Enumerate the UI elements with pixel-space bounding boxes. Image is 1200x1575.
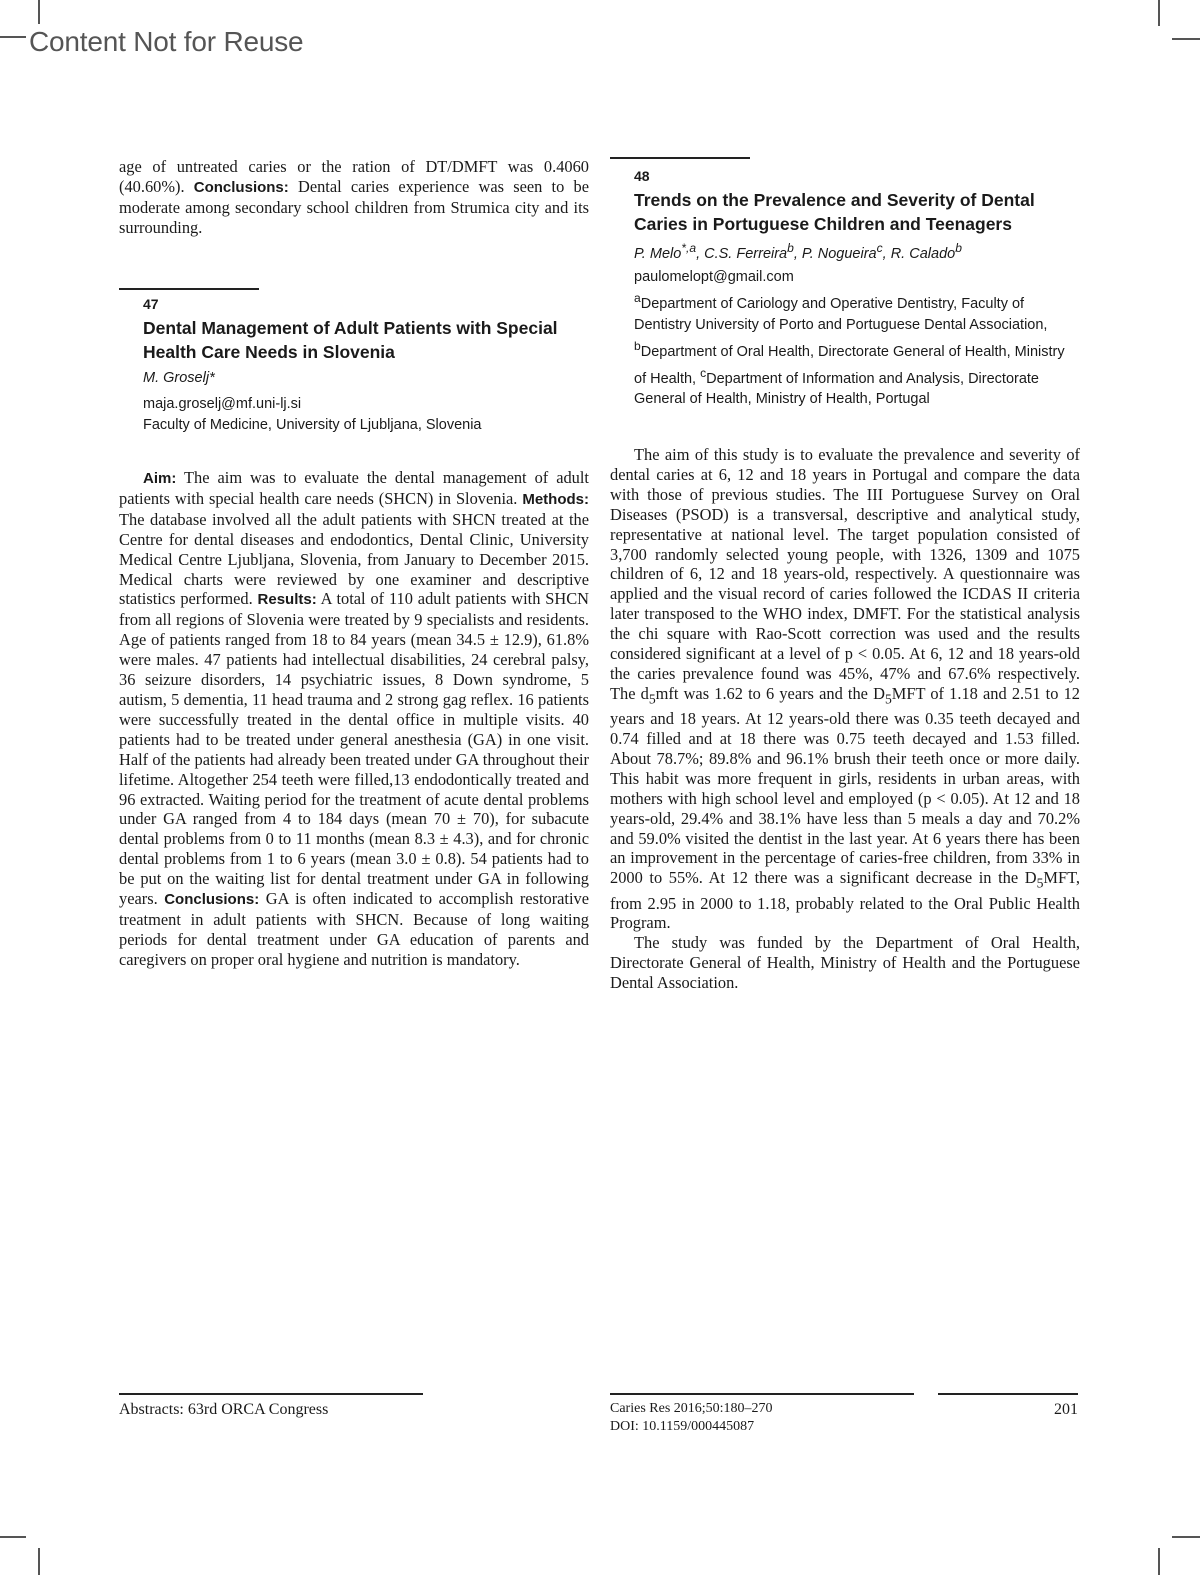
abstract-47-number: 47 [143, 296, 159, 312]
abstract-48-rule [610, 157, 750, 159]
crop-mark [1158, 1548, 1160, 1575]
watermark: Content Not for Reuse [29, 26, 304, 57]
conclusions-label: Conclusions: [164, 891, 260, 909]
abstract-47-body: Aim: The aim was to evaluate the dental management of adult patients with special health care needs (SHCN) in Slovenia. Methods: The database involved all the adult patients with SHCN treated at the Centre for dental diseases and endodontics, Dental Clinic, University Medical Centre Ljubljana, Slovenia, from January to December 2015. Medical charts were reviewed by one examiner and descriptive statistics performed. Results: A total of 110 adult patients with SHCN from all regions of Slovenia were treated by 9 specialists and residents. Age of patients ranged from 18 to 84 years (mean 34.5 ± 12.9), 61.8% were males. 47 patients had intellectual disabilities, 24 cerebral palsy, 36 seizure disorders, 14 psychiatric issues, 8 Down syndrome, 5 autism, 5 dementia, 11 head trauma and 2 strong gag reflex. 16 patients were successfully treated in the dental office in multiple visits. 40 patients had to be treated under general anesthesia (GA) in one visit. Half of the patients had already been treated under GA throughout their lifetime. Altogether 254 teeth were filled,13 endodontically treated and 96 extracted. Waiting period for the treatment of acute dental problems under GA ranged from 4 to 184 days (mean 70 ± 70), for subacute dental problems from 0 to 11 months (mean 8.3 ± 4.3), and for chronic dental problems from 1 to 6 years (mean 3.0 ± 0.8). 54 patients had to be put on the waiting list for dental treatment under GA in following years. Conclusions: GA is often indicated to accomplish restorative treatment in adult patients with SHCN. Because of long waiting periods for dental treatment under GA education of parents and caregivers on proper oral hygiene and nutrition is mandatory. [119, 468, 589, 969]
methods-label: Methods: [522, 490, 589, 508]
left-column [119, 157, 589, 238]
footer-rule-right [938, 1393, 1078, 1395]
crop-mark [1172, 38, 1200, 40]
aim-label: Aim: [143, 470, 177, 487]
results-label: Results: [257, 591, 317, 609]
abstract-48-email: paulomelopt@gmail.com [634, 269, 794, 285]
abstract-47-rule [119, 288, 259, 290]
conclusions-label: Conclusions: [193, 178, 289, 196]
crop-mark [1172, 1536, 1200, 1538]
abstract-47-affiliation: Faculty of Medicine, University of Ljubljana, Slovenia [143, 417, 482, 433]
abstract-48-paragraph-1: The aim of this study is to evaluate the prevalence and severity of dental caries at 6, 12 and 18 years in Portugal and compare the data with those of previous studies. The III Portuguese Survey on Oral Diseases (PSOD) is a transversal, descriptive and analytical study, representative at national level. The target population consisted of 3,700 randomly selected young people, with 1326, 1309 and 1075 children of 6, 12 and 18 years-old, respectively. A questionnaire was applied and the visual record of caries followed the ICDAS II criteria later transposed to the WHO index, DMFT. For the statistical analysis the chi square with Rao-Scott correction was used and the results considered significant at a level of p < 0.05. At 6, 12 and 18 years-old the caries prevalence found was 45%, 47% and 67.6% respectively. The $d_5mft$ was 1.62 to 6 years and the $D_5MFT$ of 1.18 and 2.51 to 12 years and 18 years. At 12 years-old there was 0.35 teeth decayed and 0.74 filled and at 18 there was 0.75 teeth decayed and 1.53 filled. About 78.7%; 89.8% and 96.1% brush their teeth once or more daily. This habit was more frequent in girls, residents in urban areas, with mothers with high school level and employed (p < 0.05). At 12 and 18 years-old, 29.4% and 38.1% have less than 5 meals a day and 70.2% and 59.0% visited the dentist in the last year. At 6 years there has been an improvement in the percentage of caries-free children, from 33% in 2000 to 55%. At 12 there was a significant decrease in the $D_5MFT$, from 2.95 in 2000 to 1.18, probably related to the Oral Public Health Program. [610, 445, 1080, 933]
abstract-48-number: 48 [634, 168, 650, 184]
crop-mark [0, 1536, 26, 1538]
crop-mark [0, 36, 26, 38]
abstract-47-title: Dental Management of Adult Patients with Special Health Care Needs in Slovenia [143, 318, 558, 362]
abstract-48-body [610, 445, 1080, 993]
previous-abstract-continuation: age of untreated caries or the ration of DT/DMFT was 0.4060 (40.60%). Conclusions: Dental caries experience was seen to be moderate among secondary school children from Strumica city and its surrounding. [119, 157, 589, 237]
footer-congress: Abstracts: 63rd ORCA Congress [119, 1401, 329, 1418]
page-number: 201 [1054, 1401, 1078, 1418]
abstract-48-title: Trends on the Prevalence and Severity of Dental Caries in Portuguese Children and Teenagers [634, 190, 1035, 234]
footer-doi: DOI: 10.1159/000445087 [610, 1419, 755, 1434]
abstract-47-email: maja.groselj@mf.uni-lj.si [143, 396, 302, 412]
footer-journal: Caries Res 2016;50:180–270 [610, 1401, 773, 1416]
abstract-47-authors: M. Groselj* [143, 370, 215, 386]
crop-mark [38, 0, 40, 24]
footer-rule-left [119, 1393, 423, 1395]
footer-rule-middle [610, 1393, 914, 1395]
crop-mark [1158, 0, 1160, 26]
abstract-48-affiliations: $^a$Department of Cariology and Operative Dentistry, Faculty of Dentistry University of Porto and Portuguese Dental Association, $^b$Department of Oral Health, Directorate General of Health, Ministry of Health, $^c$Department of Information and Analysis, Directorate General of Health, Ministry of Health, Portugal [634, 291, 1065, 408]
abstract-48-paragraph-2: The study was funded by the Department of Oral Health, Directorate General of Health, Ministry of Health and the Portuguese Dental Association. [610, 933, 1080, 993]
abstract-48-authors: P. Melo$^{*,a}$, C.S. Ferreira$^b$, P. Nogueira$^c$, R. Calado$^b$ [634, 241, 962, 262]
crop-mark [38, 1548, 40, 1575]
